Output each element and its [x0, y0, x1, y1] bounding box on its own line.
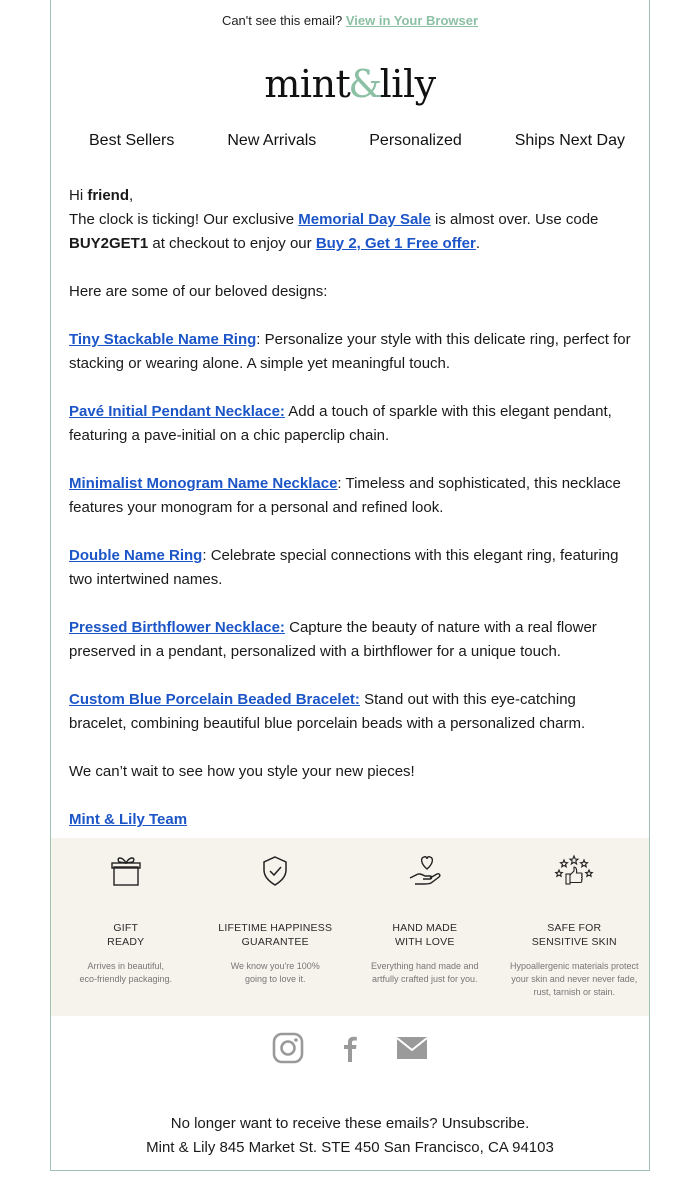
designs-heading: Here are some of our beloved designs: — [69, 283, 328, 300]
logo-ampersand: & — [348, 62, 382, 106]
company-address: Mint & Lily 845 Market St. STE 450 San Francisco, CA 94103 — [146, 1139, 554, 1156]
logo-text-mint: mint — [264, 62, 351, 106]
footer — [51, 1112, 649, 1160]
memorial-day-sale-link[interactable]: Memorial Day Sale — [298, 211, 431, 228]
heart-hand-icon — [407, 854, 443, 888]
signature — [69, 808, 631, 832]
preheader — [51, 0, 649, 36]
feature-desc: We know you're 100% going to love it. — [230, 961, 320, 984]
feature-desc: Arrives in beautiful, eco-friendly packaging. — [79, 961, 173, 984]
product-item — [69, 544, 631, 592]
product-link-birthflower-necklace[interactable]: Pressed Birthflower Necklace: — [69, 619, 285, 636]
feature-sensitive-skin — [500, 838, 650, 1016]
feature-desc: Hypoallergenic materials protect your skin and never never fade, rust, tarnish or stain. — [509, 961, 639, 997]
intro-text-3: at checkout to enjoy our — [148, 235, 316, 252]
shield-check-icon — [259, 854, 291, 888]
preheader-text: Can't see this email? — [221, 13, 343, 28]
feature-gift-ready — [51, 838, 201, 1016]
product-item — [69, 328, 631, 376]
email-body — [51, 184, 649, 832]
instagram-icon[interactable] — [272, 1032, 304, 1068]
features-band — [51, 838, 649, 1016]
email-frame — [50, 0, 650, 1171]
mail-icon[interactable] — [396, 1032, 428, 1068]
gift-icon — [110, 854, 142, 888]
product-item — [69, 400, 631, 448]
intro-text-1: The clock is ticking! Our exclusive — [69, 211, 299, 228]
product-link-monogram-necklace[interactable]: Minimalist Monogram Name Necklace — [69, 475, 338, 492]
nav-bar — [51, 132, 649, 150]
feature-title: GIFT READY — [107, 922, 145, 948]
unsubscribe-text[interactable]: No longer want to receive these emails? Unsubscribe. — [170, 1115, 530, 1132]
feature-title: LIFETIME HAPPINESS GUARANTEE — [218, 922, 333, 948]
intro-text-4: . — [475, 235, 481, 252]
intro-paragraph — [69, 184, 631, 256]
product-desc: Stand out with this eye-catching bracelet, combining beautiful blue porcelain beads with a personalized charm. — [69, 691, 586, 732]
nav-new-arrivals[interactable]: New Arrivals — [227, 132, 317, 149]
feature-lifetime-guarantee — [201, 838, 351, 1016]
greeting-name: friend — [87, 187, 130, 204]
product-item — [69, 472, 631, 520]
product-desc: : Personalize your style with this delicate ring, perfect for stacking or wearing alone. A simple yet meaningful touch. — [69, 331, 631, 372]
product-item — [69, 616, 631, 664]
intro-text-2: is almost over. Use code — [430, 211, 599, 228]
product-link-stackable-ring[interactable]: Tiny Stackable Name Ring — [69, 331, 257, 348]
social-links — [51, 1032, 649, 1068]
product-link-double-name-ring[interactable]: Double Name Ring — [69, 547, 203, 564]
greeting-prefix: Hi — [69, 187, 88, 204]
product-desc: Add a touch of sparkle with this elegant pendant, featuring a pave-initial on a chic paperclip chain. — [69, 403, 612, 444]
nav-personalized[interactable]: Personalized — [369, 132, 462, 149]
product-link-pave-pendant[interactable]: Pavé Initial Pendant Necklace: — [69, 403, 285, 420]
nav-ships-next-day[interactable]: Ships Next Day — [514, 132, 625, 149]
thumbs-up-stars-icon — [554, 854, 594, 888]
nav-best-sellers[interactable]: Best Sellers — [89, 132, 175, 149]
buy2get1-offer-link[interactable]: Buy 2, Get 1 Free offer — [315, 235, 476, 252]
view-in-browser-link[interactable]: View in Your Browser — [345, 13, 479, 28]
feature-hand-made — [350, 838, 500, 1016]
brand-logo[interactable] — [51, 62, 649, 112]
product-desc: Capture the beauty of nature with a real flower preserved in a pendant, personalized with a birthflower for a unique touch. — [69, 619, 597, 660]
greeting-suffix: , — [129, 187, 134, 204]
product-item — [69, 688, 631, 736]
feature-title: HAND MADE WITH LOVE — [392, 922, 458, 948]
promo-code: BUY2GET1 — [69, 235, 149, 252]
closing-text: We can’t wait to see how you style your new pieces! — [69, 763, 415, 780]
logo-text-lily: lily — [379, 62, 436, 106]
product-desc: : Celebrate special connections with this elegant ring, featuring two intertwined names. — [69, 547, 619, 588]
product-desc: : Timeless and sophisticated, this necklace features your monogram for a personal and refined look. — [69, 475, 621, 516]
product-link-porcelain-bracelet[interactable]: Custom Blue Porcelain Beaded Bracelet: — [69, 691, 360, 708]
feature-title: SAFE FOR SENSITIVE SKIN — [531, 922, 617, 948]
facebook-icon[interactable] — [334, 1032, 366, 1068]
mint-lily-team-link[interactable]: Mint & Lily Team — [69, 811, 188, 828]
feature-desc: Everything hand made and artfully crafted just for you. — [370, 961, 479, 984]
